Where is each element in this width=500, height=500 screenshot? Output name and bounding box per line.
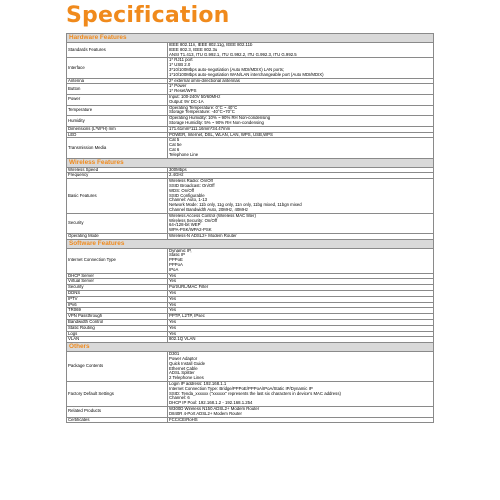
spec-value-line: IEEE 802.3, IEEE 802.3u: [169, 46, 218, 52]
spec-value-line: 2* external omni-directional antennas: [169, 78, 240, 83]
spec-row: [67, 58, 434, 78]
spec-value-line: POWER, Internet, DSL, WLAN, LAN, WPS, USB,WPS: [169, 132, 273, 137]
section-header: [67, 158, 434, 167]
spec-value-line: Channel Bandwidth Auto, 20MHz, 40MHz: [169, 206, 249, 212]
spec-label: Internet Connection Type: [67, 248, 168, 273]
spec-value-line: WDS: On/Off: [169, 187, 194, 193]
spec-label: Basic Features: [67, 179, 168, 214]
spec-value-line: ADSL Splitter: [169, 370, 195, 376]
spec-label: Bandwidth Control: [67, 320, 168, 326]
spec-value-line: Static IP: [169, 252, 186, 258]
spec-value-line: Login IP address: 192.168.1.1: [169, 381, 227, 387]
spec-value-line: FCC/CE/RoHS: [169, 417, 198, 422]
spec-value-line: PPPoA: [169, 262, 183, 268]
spec-value-line: 1* Power: [169, 83, 187, 89]
spec-label: IPTV: [67, 296, 168, 302]
spec-value-line: Cat 5: [169, 137, 180, 143]
spec-value-line: Quick Install Guide: [169, 360, 206, 366]
spec-label: Temperature: [67, 105, 168, 116]
spec-value-line: Storage Temperature: -40°C~70°C: [169, 109, 235, 115]
section-header: [67, 343, 434, 352]
spec-value-line: Wireless Access Control (Wireless MAC filter): [169, 213, 256, 218]
spec-label: Security: [67, 213, 168, 233]
spec-value-line: Port/URL/MAC Filter: [169, 284, 209, 290]
spec-label: Humidity: [67, 116, 168, 127]
spec-row: [67, 248, 434, 273]
spec-value-line: W300D Wireless N150 ADSL2+ Modem Router: [169, 406, 260, 411]
spec-value-line: 2 Telephone Lines: [169, 375, 204, 381]
spec-row: [67, 84, 434, 95]
spec-value-line: Yes: [169, 278, 177, 284]
spec-label: Factory Default Settings: [67, 382, 168, 407]
spec-value: [168, 382, 434, 407]
spec-value-line: Power Adaptor: [169, 356, 198, 362]
spec-value-line: Yes: [169, 273, 177, 278]
spec-label: VPN Passthrough: [67, 314, 168, 320]
spec-row: [67, 352, 434, 382]
spec-value-line: Output: 9V DC-1A: [169, 98, 204, 104]
spec-value-line: D840R 4-Port ADSL2+ Modem Router: [169, 410, 242, 416]
spec-label: TR069: [67, 308, 168, 314]
spec-value-line: Network Mode: 11b only, 11g only, 11n only, 11bg mixed, 11bgn mixed: [169, 202, 302, 208]
spec-value-line: ANSI T1.413, ITU G.992.1, ITU G.992.2, ITU G.992.3, ITU G.992.5: [169, 51, 297, 57]
spec-row: [67, 417, 434, 423]
spec-value: [168, 116, 434, 127]
section-title: Others: [67, 343, 434, 352]
spec-value-line: DHCP IP Pool: 192.168.1.2 - 192.168.1.254: [169, 400, 253, 406]
spec-label: Dimensions (L*W*H) mm: [67, 126, 168, 132]
spec-label: IPv6: [67, 302, 168, 308]
spec-table: [66, 33, 434, 423]
spec-value: [168, 352, 434, 382]
spec-value-line: 1* USB 2.0: [169, 62, 191, 68]
spec-row: [67, 94, 434, 105]
spec-value-line: 1* RJ11 port: [169, 57, 193, 63]
spec-value-line: WPA-PSK/WPA2-PSK: [169, 227, 212, 233]
spec-label: Logs: [67, 331, 168, 337]
spec-value-line: Storage Humidity: 5% ~ 90% RH Non-condensing: [169, 119, 264, 125]
spec-value-line: Yes: [169, 319, 177, 325]
spec-value-line: SSID Broadcast: On/Off: [169, 182, 215, 188]
spec-value-line: SSID Configurable: [169, 192, 205, 198]
spec-value: [168, 213, 434, 233]
spec-label: Related Products: [67, 407, 168, 418]
spec-value: [168, 248, 434, 273]
spec-value-line: Wireless Security: On/Off: [169, 217, 218, 223]
spec-label: Wireless Speed: [67, 167, 168, 173]
spec-value-line: Yes: [169, 302, 177, 307]
spec-value-line: IEEE 802.11n, IEEE 802.11g, IEEE 802.11b: [169, 42, 253, 47]
spec-label: Antenna: [67, 78, 168, 84]
section-header: [67, 34, 434, 43]
spec-value-line: Yes: [169, 325, 177, 330]
spec-row: [67, 105, 434, 116]
spec-label: Transmission Media: [67, 138, 168, 158]
page-title: Specification: [66, 3, 230, 28]
spec-value-line: Channel: Auto, 1-13: [169, 197, 207, 203]
spec-value-line: 1*10/100Mbps auto-negotiation WAN/LAN interchangeable port (Auto MDI/MDIX): [169, 71, 324, 77]
spec-row: [67, 138, 434, 158]
spec-value-line: 64-/128-bit WEP: [169, 222, 201, 228]
spec-value: [168, 179, 434, 214]
spec-value-line: 802.1Q VLAN: [169, 336, 196, 342]
spec-label: Standards Features: [67, 43, 168, 58]
section-title: Hardware Features: [67, 34, 434, 43]
spec-value-line: D301: [169, 351, 180, 357]
spec-row: [67, 407, 434, 418]
spec-value: [168, 94, 434, 105]
spec-value: [168, 138, 434, 158]
spec-value-line: Yes: [169, 331, 177, 336]
spec-value-line: 1* Reset/WPS: [169, 88, 197, 94]
spec-value-line: Yes: [169, 307, 177, 313]
spec-label: VLAN: [67, 337, 168, 343]
spec-value-line: Wireless-N ADSL2+ Modem Router: [169, 233, 237, 238]
spec-value: [168, 417, 434, 423]
spec-label: Button: [67, 84, 168, 95]
spec-label: Interface: [67, 58, 168, 78]
spec-row: [67, 43, 434, 58]
section-header: [67, 239, 434, 248]
spec-value-line: Telephone Line: [169, 151, 199, 157]
spec-label: DHCP Server: [67, 273, 168, 279]
spec-value: [168, 43, 434, 58]
spec-label: LED: [67, 132, 168, 138]
spec-value-line: IPoA: [169, 266, 179, 272]
section-title: Wireless Features: [67, 158, 434, 167]
spec-label: Operating Mode: [67, 233, 168, 239]
spec-value-line: Operating Humidity: 10% ~ 90% RH Non-condensing: [169, 115, 271, 121]
spec-value: [168, 105, 434, 116]
spec-value: [168, 58, 434, 78]
spec-value-line: Internet Connection Type: Bridge/PPPoE/PPPoA/IPoA/Static IP/Dynamic IP: [169, 385, 313, 391]
spec-row: [67, 382, 434, 407]
spec-value-line: PPPoE: [169, 257, 183, 263]
spec-value-line: Wireless Radio: On/Off: [169, 178, 213, 184]
spec-row: [67, 213, 434, 233]
spec-value-line: Ethernet Cable: [169, 365, 198, 371]
spec-label: Security: [67, 285, 168, 291]
section-title: Software Features: [67, 239, 434, 248]
spec-value: [168, 407, 434, 418]
spec-label: Package Contents: [67, 352, 168, 382]
spec-row: [67, 179, 434, 214]
spec-value-line: Input: 100-240V 50/60MHz: [169, 94, 221, 99]
spec-row: [67, 116, 434, 127]
spec-value-line: 171.61mm*111.16mm*34.47mm: [169, 126, 231, 131]
spec-label: Static Routing: [67, 325, 168, 331]
spec-value-line: Yes: [169, 290, 177, 296]
spec-value-line: Operating Temperature: 0°C ~ 40°C: [169, 105, 238, 110]
spec-value-line: Cat 6: [169, 146, 180, 152]
spec-label: Frequency: [67, 173, 168, 179]
spec-label: DDNS: [67, 291, 168, 297]
spec-value-line: 300Mbps: [169, 167, 187, 172]
spec-value-line: Cat 5e: [169, 142, 182, 148]
spec-label: Certificates: [67, 417, 168, 423]
spec-value-line: Dynamic IP,: [169, 248, 192, 253]
spec-value-line: PPTP, L2TP, IPsec: [169, 313, 205, 319]
spec-value-line: SSID: Tenda_xxxxxx ("xxxxxx" represents the last six characters in device's MAC address): [169, 390, 341, 396]
spec-label: Power: [67, 94, 168, 105]
spec-label: Virtual Server: [67, 279, 168, 285]
spec-value-line: 2.4GHz: [169, 172, 184, 178]
spec-value-line: 3*10/100Mbps auto-negotiation (Auto MDI/MDIX) LAN ports;: [169, 66, 285, 72]
spec-value: [168, 84, 434, 95]
spec-value-line: Channel: 6: [169, 395, 190, 401]
spec-value-line: Yes: [169, 296, 177, 301]
